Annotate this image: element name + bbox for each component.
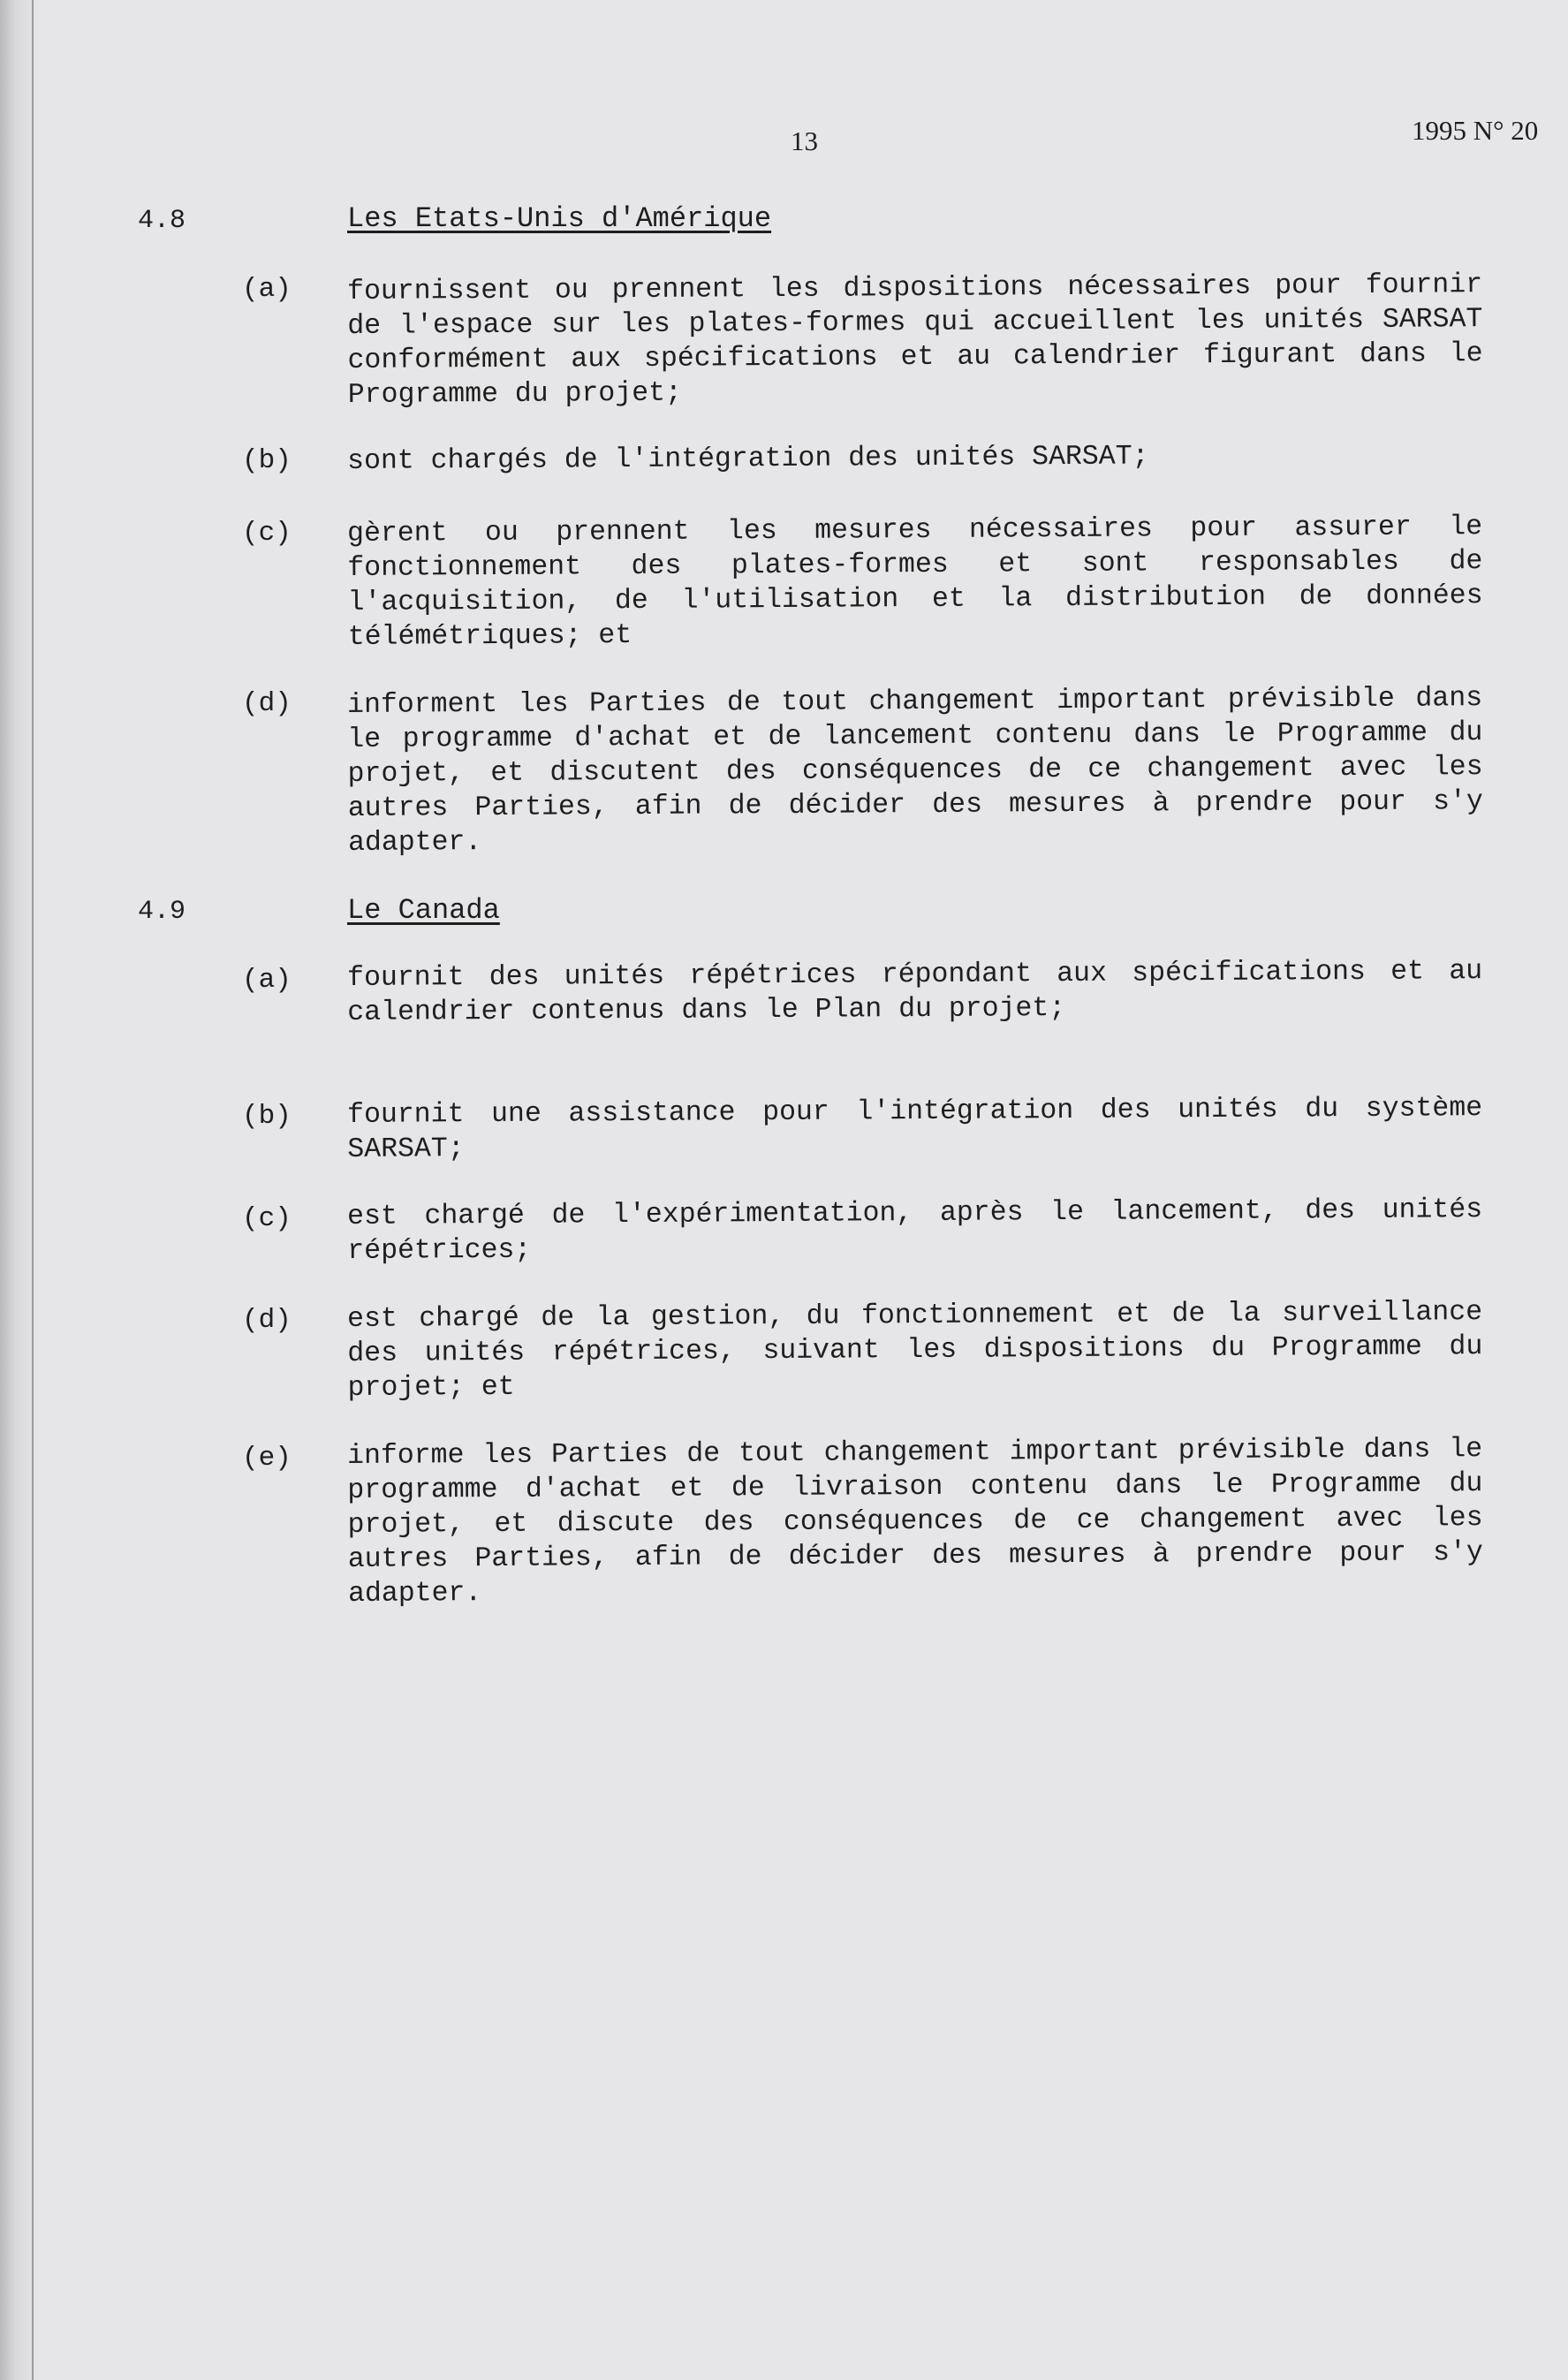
item-text: fournit des unités répétrices répondant aux spécifications et au calendrier contenus dans le Plan du projet;: [347, 956, 1483, 1028]
section-number: 4.8: [138, 206, 186, 236]
section-title: Les Etats-Unis d'Amérique: [347, 202, 772, 235]
item-label: (b): [242, 445, 292, 476]
item-label: (a): [242, 965, 292, 996]
item-label: (b): [242, 1101, 292, 1132]
item-text: informent les Parties de tout changement important prévisible dans le programme d'achat et de lancement contenu dans le Programme du projet, et discutent des conséquences de ce changement avec les autres Parties, afin de décider des mesures à prendre pour s'y adapter.: [347, 683, 1483, 859]
item-text: est chargé de l'expérimentation, après le lancement, des unités répétrices;: [347, 1194, 1483, 1267]
item-text: fournit une assistance pour l'intégration des unités du système SARSAT;: [347, 1093, 1483, 1165]
item-text: informe les Parties de tout changement important prévisible dans le programme d'achat et de livraison contenu dans le Programme du projet, et discute des conséquences de ce changement avec les autres Parties, afin de décider des mesures à prendre pour s'y adapter.: [347, 1434, 1483, 1610]
item-text: sont chargés de l'intégration des unités SARSAT;: [347, 441, 1149, 477]
page-number: 13: [791, 125, 818, 156]
item-text: gèrent ou prennent les mesures nécessaires pour assurer le fonctionnement des plates-formes et sont responsables de l'acquisition, de l'utilisation et la distribution de données télémétriques; et: [347, 512, 1483, 653]
item-label: (e): [242, 1443, 292, 1474]
item-label: (c): [242, 518, 292, 549]
item-label: (d): [242, 1305, 292, 1336]
item-text: est chargé de la gestion, du fonctionnement et de la surveillance des unités répétrices, suivant les dispositions du Programme du projet; et: [347, 1297, 1483, 1404]
document-reference: 1995 N° 20: [1412, 115, 1539, 146]
section-number: 4.9: [138, 897, 186, 927]
item-label: (c): [242, 1203, 292, 1234]
page-binding-edge: [32, 0, 34, 2380]
item-label: (a): [242, 274, 292, 305]
item-label: (d): [242, 688, 292, 719]
item-text: fournissent ou prennent les dispositions nécessaires pour fournir de l'espace sur les plates-formes qui accueillent les unités SARSAT conformément aux spécifications et au calendrier figurant dans le Programme du projet;: [347, 269, 1483, 411]
section-title: Le Canada: [347, 894, 500, 927]
